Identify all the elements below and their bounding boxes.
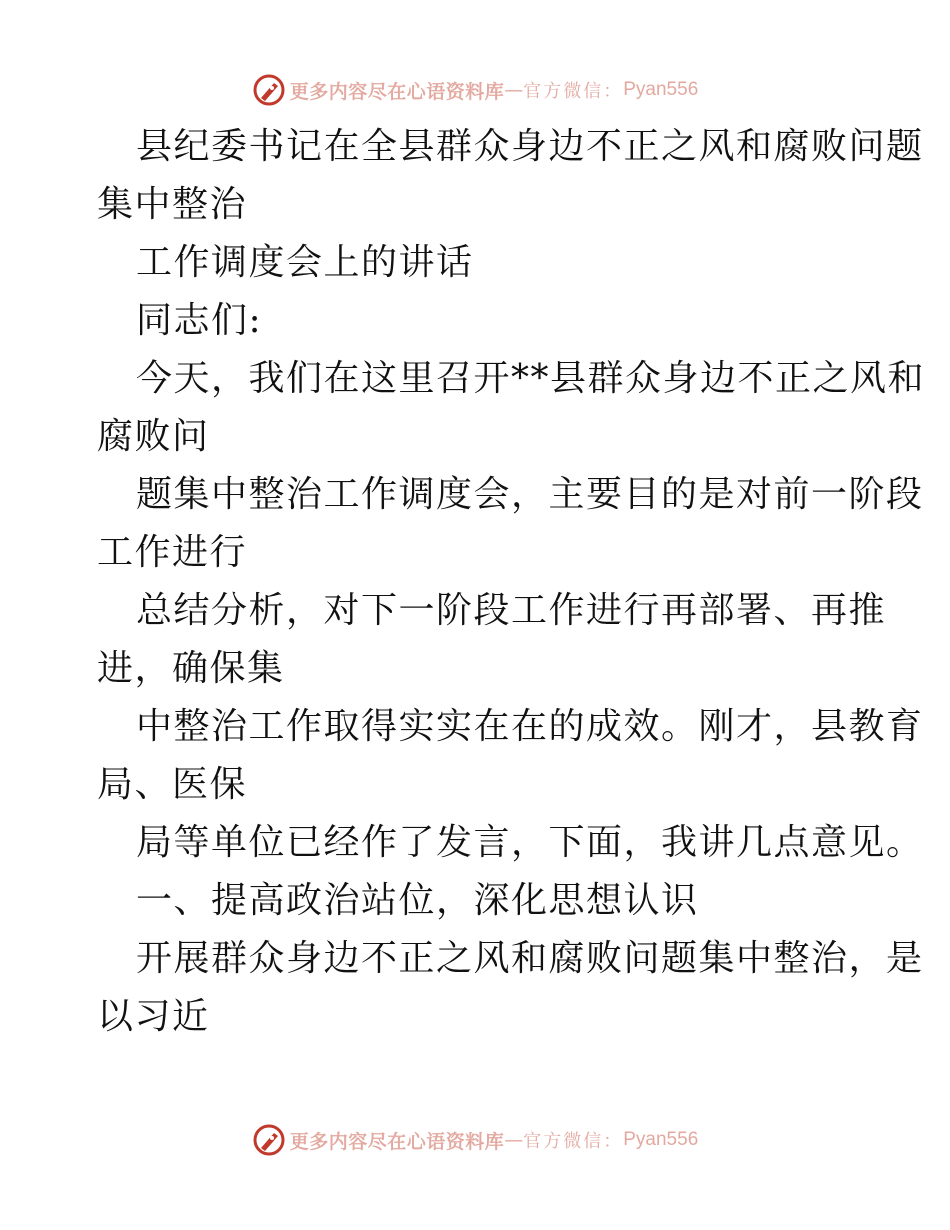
document-line: 腐败问	[97, 416, 210, 457]
document-line: 局、医保	[97, 764, 248, 805]
document-line: 一、提高政治站位，深化思想认识	[136, 880, 699, 921]
footer-watermark	[0, 1120, 950, 1160]
watermark-title: 更多内容尽在心语资料库	[289, 80, 505, 103]
document-line: 中整治工作取得实实在在的成效。刚才，县教育	[136, 706, 924, 747]
document-line: 题集中整治工作调度会，主要目的是对前一阶段	[136, 474, 924, 515]
document-line: 总结分析，对下一阶段工作进行再部署、再推	[136, 590, 887, 631]
watermark-label: 官方微信：	[523, 1131, 624, 1152]
pen-nib-logo-icon	[252, 73, 286, 107]
document-line: 县纪委书记在全县群众身边不正之风和腐败问题	[136, 126, 924, 167]
watermark-account: Pyan556	[623, 79, 699, 100]
document-line: 工作调度会上的讲话	[136, 242, 474, 283]
document-line: 集中整治	[97, 184, 248, 225]
watermark-account: Pyan556	[623, 1129, 699, 1150]
document-line: 今天，我们在这里召开**县群众身边不正之风和	[136, 358, 926, 399]
watermark-label: 官方微信：	[523, 81, 624, 102]
document-line: 工作进行	[97, 532, 248, 573]
watermark-title: 更多内容尽在心语资料库	[289, 1130, 505, 1153]
watermark-separator: —	[504, 79, 524, 101]
document-line: 进，确保集	[97, 648, 285, 689]
watermark-separator: —	[504, 1129, 524, 1151]
pen-nib-logo-icon	[252, 1123, 286, 1157]
header-watermark	[0, 70, 950, 110]
document-line: 同志们:	[136, 300, 263, 341]
document-line: 开展群众身边不正之风和腐败问题集中整治，是	[136, 938, 924, 979]
document-body	[97, 118, 926, 1046]
document-line: 局等单位已经作了发言，下面，我讲几点意见。	[136, 822, 924, 863]
document-line: 以习近	[97, 996, 210, 1037]
